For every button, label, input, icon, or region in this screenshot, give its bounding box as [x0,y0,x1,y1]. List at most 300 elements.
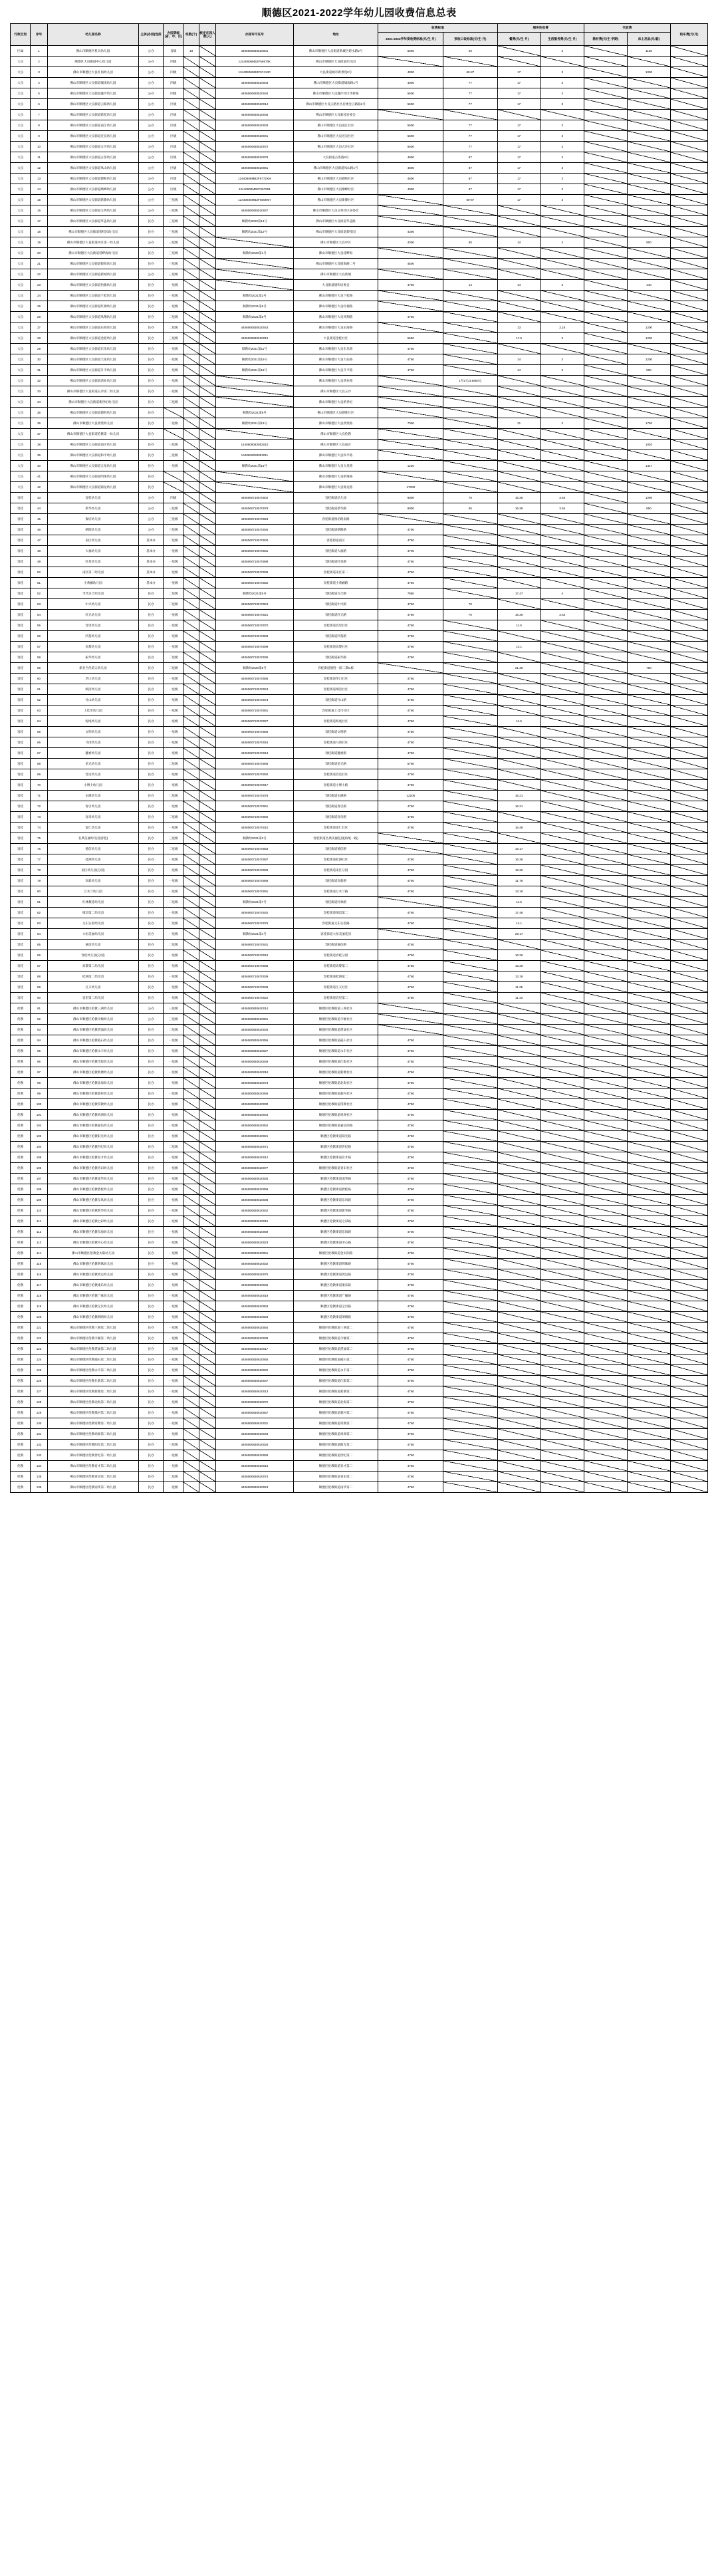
cell-school-name: 佛山市顺德区大良街道德胜幼儿园 [47,408,138,418]
cell-other [671,1089,708,1099]
cell-life [540,620,584,631]
cell-district: 容桂 [11,599,31,610]
table-row [11,237,708,248]
cell-life: 3.64 [540,610,584,620]
cell-district: 伦教 [11,1344,31,1354]
cell-insurance: 1750 [627,418,670,429]
cell-class-count [183,440,199,450]
cell-prepay [443,1323,497,1333]
cell-prepay [443,1131,497,1142]
cell-book [584,908,627,918]
cell-school-name: 南区第二幼儿园 [47,567,138,578]
cell-license: 4406060710570061 [216,801,293,812]
table-row [11,525,708,535]
cell-insurance: 1000 [627,67,670,78]
cell-meal: 16.21 [497,801,540,812]
cell-prepay [443,1174,497,1184]
cell-life [540,461,584,471]
cell-meal [497,1227,540,1237]
cell-book [584,1248,627,1259]
cell-insurance [627,1323,670,1333]
cell-class-count [183,280,199,291]
cell-nature: 公办 [139,99,164,110]
cell-nature: 民办 [139,301,164,312]
cell-meal [497,833,540,844]
cell-grade: 一星级 [164,1152,183,1163]
cell-prepay [443,620,497,631]
cell-capacity [199,1089,216,1099]
cell-fee-2021 [378,248,443,259]
page-title: 顺德区2021-2022学年幼儿园收费信息总表 [261,7,457,19]
cell-license: 4406060710570092 [216,769,293,780]
cell-life [540,57,584,67]
cell-address: 容桂街道容里第二 [293,993,378,1003]
cell-address: 佛山市顺德区大良新桂居委会 [293,110,378,120]
cell-fee-2021: 4750 [378,652,443,663]
cell-serial: 48 [31,546,48,557]
cell-grade: 一星级 [164,1110,183,1120]
cell-district: 容桂 [11,737,31,748]
cell-district: 伦教 [11,1067,31,1078]
cell-serial: 40 [31,461,48,471]
cell-license: 12440606MB2F5669XH [216,195,293,205]
table-row [11,971,708,982]
cell-serial: 97 [31,1067,48,1078]
cell-grade: 一星级 [164,557,183,567]
cell-prepay [443,780,497,791]
cell-grade [164,429,183,440]
cell-serial: 91 [31,1003,48,1014]
cell-grade: 一星级 [164,1131,183,1142]
cell-life [540,833,584,844]
cell-life [540,1003,584,1014]
cell-prepay [443,971,497,982]
cell-nature: 公办 [139,237,164,248]
cell-district: 容桂 [11,982,31,993]
cell-address: 容桂街道中兴路 [293,599,378,610]
cell-serial: 8 [31,120,48,131]
cell-book [584,152,627,163]
cell-other [671,376,708,386]
cell-nature: 公办 [139,493,164,503]
cell-grade: 一星级 [164,280,183,291]
cell-license: 4406060710570099 [216,642,293,652]
cell-district: 伦教 [11,1184,31,1195]
cell-district: 伦教 [11,1259,31,1269]
cell-life [540,812,584,823]
cell-school-name: 佛山市顺德区大良街道锦龙幼儿园 [47,482,138,493]
cell-life [540,482,584,493]
cell-address: 佛山市顺德区大良东海路 [293,322,378,333]
cell-prepay [443,1035,497,1046]
table-row [11,1312,708,1323]
cell-grade: 一星级 [164,780,183,791]
cell-serial: 15 [31,195,48,205]
cell-serial: 76 [31,844,48,854]
cell-book [584,1291,627,1301]
cell-fee-2021: 4750 [378,748,443,759]
cell-life [540,269,584,280]
cell-prepay [443,908,497,918]
cell-meal [497,1440,540,1450]
cell-school-name: 桂洲幼儿园 [47,854,138,865]
cell-class-count [183,1131,199,1142]
cell-meal [497,450,540,461]
cell-district: 容桂 [11,535,31,546]
cell-license: 顺教幼2021第5号 [216,588,293,599]
cell-address: 佛山市顺德区大良德和社区 [293,174,378,184]
cell-insurance [627,174,670,184]
cell-insurance [627,908,670,918]
cell-school-name: 嘉信幼儿园 [47,940,138,950]
cell-license [216,482,293,493]
cell-school-name: 南区幼儿园(分园) [47,865,138,876]
cell-life [540,1184,584,1195]
cell-prepay [443,1014,497,1025]
col-book: 教材费(元/生·学期) [584,33,627,46]
cell-fee-2021: 4750 [378,620,443,631]
cell-insurance [627,88,670,99]
cell-nature: 公办 [139,205,164,216]
cell-meal [497,1184,540,1195]
cell-class-count [183,588,199,599]
cell-other [671,1216,708,1227]
cell-life [540,1333,584,1344]
cell-meal [497,46,540,57]
cell-insurance [627,791,670,801]
cell-school-name: 佛山市顺德区伦教广缘幼儿园 [47,1291,138,1301]
cell-insurance [627,769,670,780]
cell-grade: 三星级 [164,195,183,205]
cell-meal: 11.5 [497,620,540,631]
cell-grade: 一星级 [164,461,183,471]
cell-license [216,269,293,280]
cell-book [584,291,627,301]
cell-nature: 民办 [139,461,164,471]
cell-address: 顺德区伦教街道南华路 [293,1174,378,1184]
cell-capacity [199,1184,216,1195]
cell-book [584,652,627,663]
cell-license: 4406060710570024 [216,684,293,695]
cell-address: 顺德区伦教街道育才路 [293,1152,378,1163]
cell-life [540,514,584,525]
cell-district: 大良 [11,322,31,333]
cell-insurance [627,1354,670,1365]
cell-book [584,1301,627,1312]
cell-book [584,376,627,386]
cell-address: 容桂街道幼儿园 [293,493,378,503]
cell-prepay [443,748,497,759]
cell-prepay [443,663,497,674]
table-row [11,1174,708,1184]
cell-address: 容桂街道朝阳路 [293,525,378,535]
cell-book [584,1312,627,1323]
cell-book [584,971,627,982]
cell-nature: 民办 [139,312,164,322]
cell-serial: 44 [31,503,48,514]
cell-other [671,1014,708,1025]
cell-insurance [627,1163,670,1174]
table-row [11,759,708,769]
cell-license [216,429,293,440]
cell-class-count [183,1174,199,1184]
cell-prepay [443,1450,497,1461]
cell-meal [497,525,540,535]
cell-grade: 一星级 [164,1429,183,1440]
cell-address: 容桂街道上佳市社区 [293,706,378,716]
cell-address: 容桂街道新华路 [293,503,378,514]
cell-other [671,578,708,588]
cell-school-name: 佛山市顺德区大良街道近良幼儿园 [47,131,138,142]
cell-nature: 民办 [139,971,164,982]
cell-capacity [199,1418,216,1429]
cell-fee-2021: 4750 [378,706,443,716]
cell-other [671,823,708,833]
cell-insurance [627,163,670,174]
cell-serial: 74 [31,823,48,833]
cell-capacity [199,1323,216,1333]
cell-school-name: 佛山市顺德区伦教育才第二幼儿园 [47,1461,138,1472]
cell-address: 佛山市顺德区大良云路社区居委会云路路2号 [293,99,378,110]
cell-meal: 17.48 [497,908,540,918]
cell-meal [497,312,540,322]
cell-grade: 一星级 [164,801,183,812]
cell-life [540,1078,584,1089]
cell-school-name: 佛山市顺德区大良街道中区第一幼儿园 [47,237,138,248]
cell-school-name: 佛山市顺德区大良街道天佑幼儿园 [47,354,138,365]
cell-address: 容桂街道德胜一路二期C栋 [293,663,378,674]
cell-capacity [199,1046,216,1057]
cell-school-name: 佛山市顺德区伦教鸡洲第二幼儿园 [47,1429,138,1440]
cell-insurance [627,780,670,791]
cell-serial: 105 [31,1152,48,1163]
cell-prepay [443,1365,497,1376]
cell-life [540,1174,584,1184]
cell-capacity [199,727,216,737]
cell-district: 大良 [11,152,31,163]
cell-school-name: 佛山市顺德区伦教明珠幼儿园 [47,1259,138,1269]
cell-book [584,716,627,727]
cell-other [671,493,708,503]
table-row [11,1461,708,1472]
cell-license: 4406060710570064 [216,599,293,610]
cell-address: 佛山市顺德区大良桂畔海 [293,248,378,259]
cell-insurance [627,216,670,227]
cell-nature: 民办 [139,1110,164,1120]
cell-serial: 39 [31,450,48,461]
cell-meal [497,1259,540,1269]
cell-fee-2021: 4750 [378,1291,443,1301]
cell-insurance [627,1227,670,1237]
cell-address: 容桂街道容里社区 [293,620,378,631]
cell-insurance [627,259,670,269]
table-row [11,1301,708,1312]
cell-district: 伦教 [11,1386,31,1397]
cell-meal: 17 [497,195,540,205]
cell-school-name: 佛山市顺德区大良街道桂畔海幼儿园 [47,248,138,259]
cell-meal [497,1025,540,1035]
cell-book [584,88,627,99]
cell-address: 佛山市顺德区大良鸿业路 [293,376,378,386]
cell-prepay [443,110,497,120]
cell-district: 容桂 [11,759,31,769]
cell-insurance [627,546,670,557]
cell-address: 容桂街道红星路 [293,557,378,567]
cell-other [671,142,708,152]
cell-meal [497,1131,540,1142]
cell-fee-2021: 4750 [378,940,443,950]
cell-capacity [199,259,216,269]
cell-life [540,865,584,876]
cell-address: 容桂街道细滘第二 [293,908,378,918]
cell-class-count [183,429,199,440]
cell-capacity [199,1248,216,1259]
cell-license: 4406060830620071 [216,1142,293,1152]
cell-serial: 104 [31,1142,48,1152]
cell-prepay: 77 [443,131,497,142]
cell-license: 4406060830620028 [216,1312,293,1323]
table-row [11,280,708,291]
table-row [11,429,708,440]
cell-capacity [199,886,216,897]
table-row [11,1291,708,1301]
cell-class-count [183,1269,199,1280]
cell-fee-2021: 4750 [378,918,443,929]
cell-capacity [199,1344,216,1354]
cell-prepay: 87 [443,152,497,163]
cell-serial: 7 [31,110,48,120]
cell-serial: 110 [31,1206,48,1216]
cell-book [584,259,627,269]
cell-other [671,886,708,897]
cell-address: 顺德区伦教街道新华路 [293,1206,378,1216]
cell-grade: 二星级 [164,535,183,546]
cell-life [540,631,584,642]
cell-insurance [627,227,670,237]
cell-insurance [627,578,670,588]
cell-meal [497,1386,540,1397]
cell-book [584,99,627,110]
cell-prepay [443,216,497,227]
cell-fee-2021: 4750 [378,1120,443,1131]
cell-prepay [443,854,497,865]
table-row [11,982,708,993]
cell-class-count [183,1344,199,1354]
cell-life [540,1035,584,1046]
cell-life: 3 [540,418,584,429]
cell-grade: 一星级 [164,546,183,557]
cell-fee-2021 [378,897,443,908]
cell-insurance: 1290 [627,493,670,503]
cell-meal: 11.5 [497,716,540,727]
table-row [11,801,708,812]
cell-nature: 民办 [139,769,164,780]
cell-capacity [199,759,216,769]
cell-district: 大良 [11,67,31,78]
cell-serial: 127 [31,1386,48,1397]
table-row [11,259,708,269]
cell-district: 容桂 [11,918,31,929]
cell-life [540,1046,584,1057]
cell-fee-2021: 4750 [378,961,443,971]
cell-class-count [183,865,199,876]
cell-address: 佛山市顺德区大良近良社区 [293,131,378,142]
cell-meal [497,1301,540,1312]
cell-meal [497,780,540,791]
cell-other [671,1067,708,1078]
cell-nature: 民办 [139,897,164,908]
cell-book [584,248,627,259]
cell-class-count [183,312,199,322]
cell-other [671,1408,708,1418]
cell-book [584,706,627,716]
cell-serial: 38 [31,440,48,450]
cell-capacity [199,652,216,663]
cell-serial: 37 [31,429,48,440]
cell-book [584,418,627,429]
cell-license: 顺教幼2021第11号 [216,344,293,354]
cell-prepay [443,205,497,216]
cell-address: 顺德区伦教街道世纪路 [293,1142,378,1152]
cell-school-name: 佛山市顺德区伦教朗晴幼儿园 [47,1312,138,1323]
cell-class-count [183,333,199,344]
cell-license: 4406060830620036 [216,1195,293,1206]
cell-district: 伦教 [11,1291,31,1301]
cell-district: 伦教 [11,1057,31,1067]
cell-address: 顺德区伦教街道仕版第二 [293,1376,378,1386]
cell-meal: 21 [497,418,540,429]
cell-meal: 16.36 [497,493,540,503]
table-row [11,1216,708,1227]
cell-address: 顺德区伦教街道北海第二 [293,1397,378,1408]
cell-school-name: 朝阳幼儿园 [47,525,138,535]
cell-fee-2021: 4750 [378,1067,443,1078]
cell-fee-2021 [378,833,443,844]
cell-other [671,801,708,812]
cell-other [671,1025,708,1035]
cell-address: 容桂街道南区分园 [293,865,378,876]
cell-class-count [183,1312,199,1323]
cell-fee-2021: 4800 [378,184,443,195]
cell-license: 12440606MB2F57413C [216,67,293,78]
cell-address: 顺德区伦教街道嘉信西路 [293,1120,378,1131]
cell-other [671,1386,708,1397]
cell-license: 4406060830620032 [216,1259,293,1269]
cell-school-name: 佛山市顺德区机关幼儿园 [47,46,138,57]
cell-insurance [627,450,670,461]
table-row [11,1376,708,1386]
cell-district: 大良 [11,397,31,408]
cell-district: 伦教 [11,1078,31,1089]
cell-grade: 一星级 [164,1184,183,1195]
cell-school-name: 佛山市顺德区大良街道城南幼儿园 [47,78,138,88]
cell-book [584,120,627,131]
cell-book [584,354,627,365]
cell-serial: 51 [31,578,48,588]
cell-fee-2021: 4800 [378,67,443,78]
cell-license: 4406060830620073 [216,1078,293,1089]
cell-license: 4406060710570031 [216,546,293,557]
fee-summary-table [10,23,708,1493]
cell-serial: 112 [31,1227,48,1237]
table-row [11,993,708,1003]
cell-meal [497,727,540,737]
cell-fee-2021 [378,929,443,940]
cell-school-name: 佛山市顺德区伦教青田第二幼儿园 [47,1472,138,1482]
cell-district: 容桂 [11,514,31,525]
cell-license: 12440606MB2F55670K [216,57,293,67]
cell-book [584,1429,627,1440]
